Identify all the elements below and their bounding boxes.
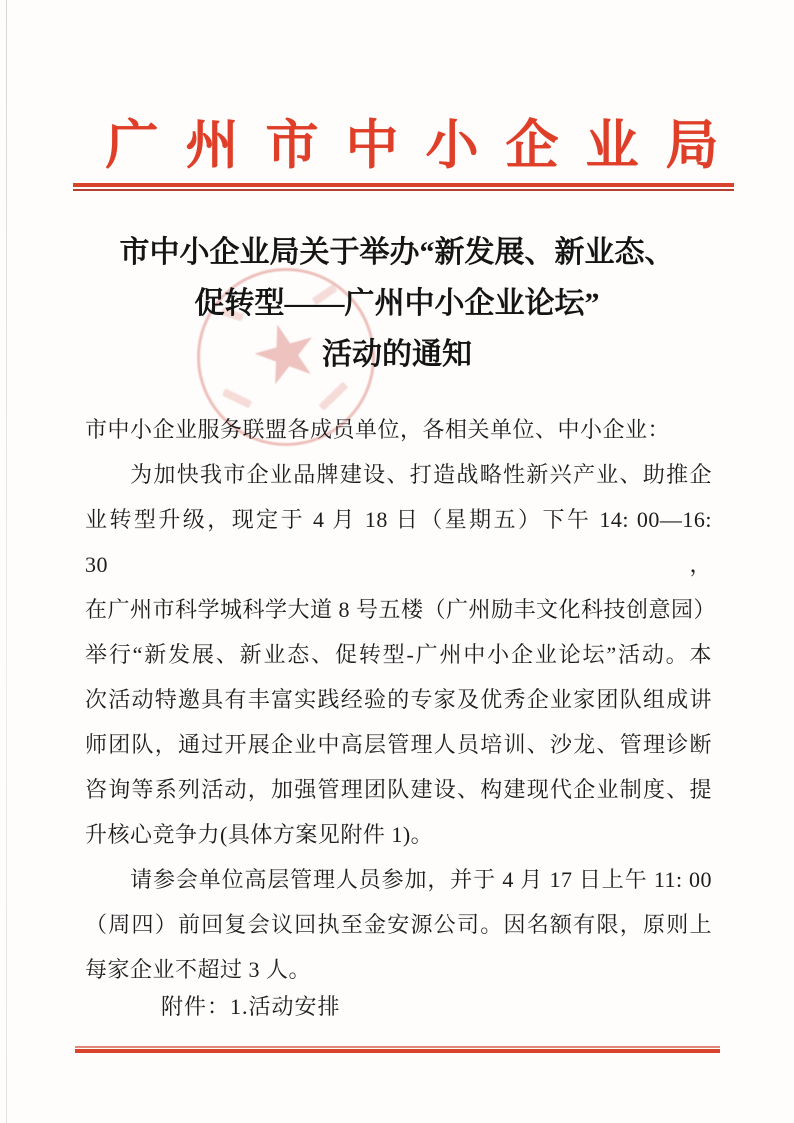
body-line: 在广州市科学城科学大道 8 号五楼（广州励丰文化科技创意园）	[85, 597, 717, 622]
title-line-2: 促转型——广州中小企业论坛”	[194, 287, 600, 320]
body-line: 请参会单位高层管理人员参加，并于 4 月 17 日上午 11: 00	[130, 867, 712, 892]
seal-text-mark	[222, 388, 252, 408]
body-line: 次活动特邀具有丰富实践经验的专家及优秀企业家团队组成讲	[85, 687, 712, 712]
footer-divider-rule	[75, 1046, 720, 1053]
rule-thick-line	[75, 1049, 720, 1053]
document-title	[0, 227, 794, 380]
salutation-line: 市中小企业服务联盟各成员单位，各相关单位、中小企业：	[85, 417, 671, 442]
attachment-line: 附件：1.活动安排	[161, 994, 341, 1019]
body-line: 师团队，通过开展企业中高层管理人员培训、沙龙、管理诊断	[85, 732, 712, 757]
body-line: 为加快我市企业品牌建设、打造战略性新兴产业、助推企	[130, 462, 712, 487]
body-line: 业转型升级，现定于 4 月 18 日（星期五）下午 14: 00—16: 30，	[85, 507, 712, 577]
body-line: 举行“新发展、新业态、促转型-广州中小企业论坛”活动。本	[85, 642, 712, 667]
document-body	[85, 407, 717, 992]
title-line-1: 市中小企业局关于举办“新发展、新业态、	[119, 236, 675, 269]
body-line: 升核心竞争力(具体方案见附件 1)。	[85, 822, 434, 847]
letterhead-divider-rule	[73, 183, 734, 191]
star-icon: ★	[239, 301, 332, 407]
body-line: 每家企业不超过 3 人。	[85, 957, 312, 982]
body-line: （周四）前回复会议回执至金安源公司。因名额有限，原则上	[85, 912, 712, 937]
agency-letterhead: 广州市中小企业局	[105, 117, 746, 175]
rule-thin-line	[73, 189, 734, 191]
body-line: 咨询等系列活动，加强管理团队建设、构建现代企业制度、提	[85, 777, 712, 802]
title-line-3: 活动的通知	[322, 338, 472, 371]
